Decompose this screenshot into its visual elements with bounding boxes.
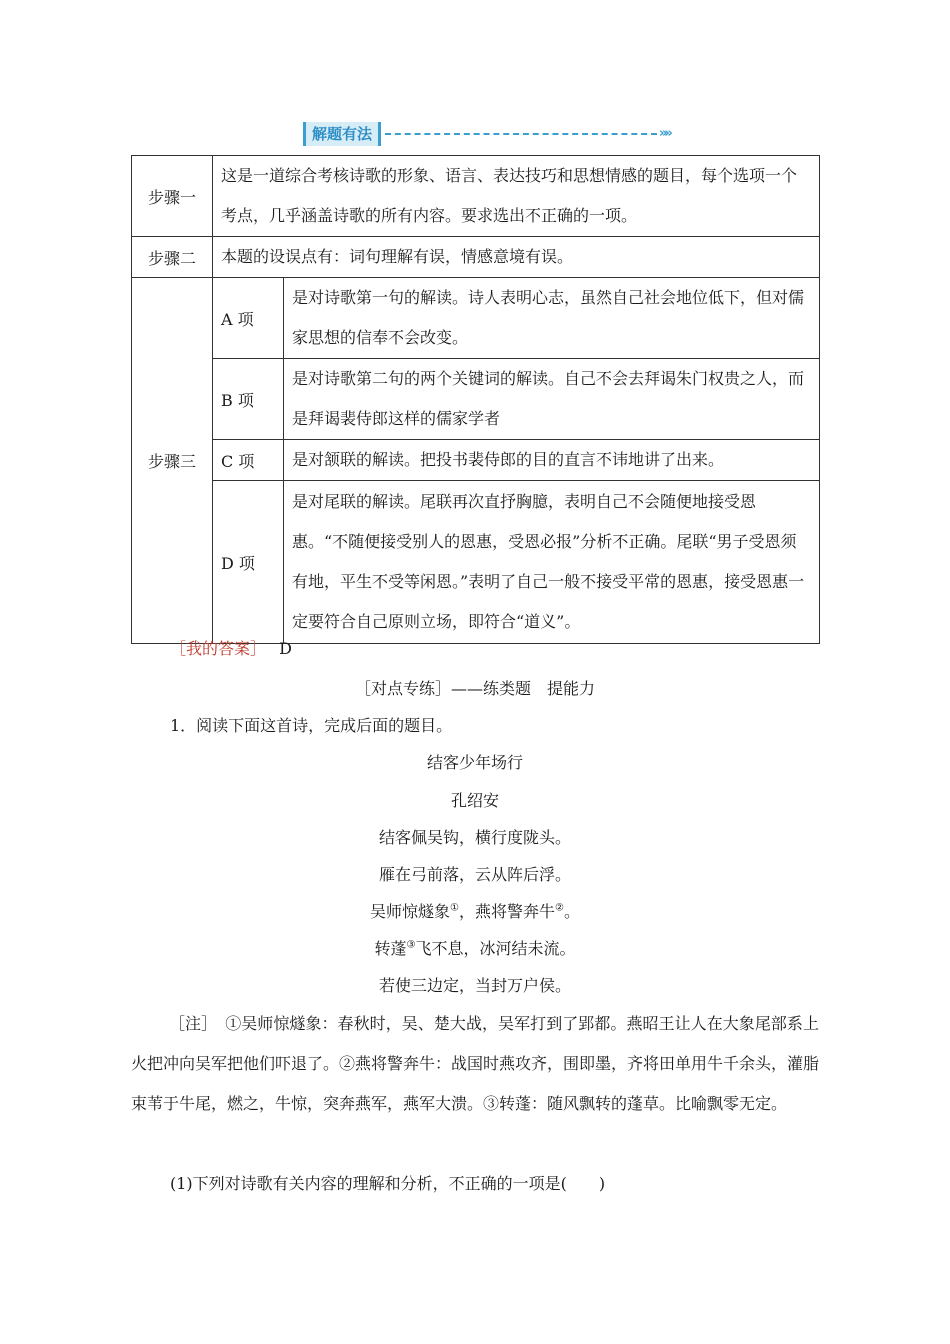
footnote-ref-2: ② (555, 902, 564, 914)
poem-line-4-part-a: 转蓬 (374, 939, 407, 958)
my-answer (170, 636, 292, 659)
section-header (303, 122, 688, 146)
option-d-text: 是对尾联的解读。尾联再次直抒胸臆，表明自己不会随便地接受恩惠。“不随便接受别人的恩惠，受恩必报”分析不正确。尾联“男子受恩须有地，平生不受等闲恩。”表明了自己一般不接受平常的恩惠，接受恩惠一定要符合自己原则立场，即符合“道义”。 (284, 481, 820, 644)
poem-notes: ［注］ ①吴师惊燧象：春秋时，吴、楚大战，吴军打到了郢都。燕昭王让人在大象尾部系上火把冲向吴军把他们吓退了。②燕将警奔牛：战国时燕攻齐，围即墨，齐将田单用牛千余头，灌脂束苇于牛尾，燃之，牛惊，突奔燕军，燕军大溃。③转蓬：随风飘转的蓬草。比喻飘零无定。 (131, 1014, 820, 1113)
footnote-ref-1: ① (450, 902, 459, 914)
option-d-label: D 项 (213, 481, 284, 644)
double-chevron-right-icon: »» (659, 126, 670, 141)
section-header-title: 解题有法 (303, 122, 381, 146)
table-row-step1 (132, 156, 820, 237)
question-intro: 1．阅读下面这首诗，完成后面的题目。 (170, 716, 453, 735)
step1-text: 这是一道综合考核诗歌的形象、语言、表达技巧和思想情感的题目，每个选项一个考点，几乎涵盖诗歌的所有内容。要求选出不正确的一项。 (213, 156, 820, 237)
option-b-label: B 项 (213, 359, 284, 440)
poem-line-3 (131, 899, 819, 922)
my-answer-value: D (279, 639, 292, 658)
step2-label: 步骤二 (132, 237, 213, 278)
option-c-text: 是对颔联的解读。把投书裴侍郎的目的直言不讳地讲了出来。 (284, 440, 820, 481)
poem-line-3-part-b: ，燕将警奔牛 (458, 902, 555, 921)
practice-title: ［对点专练］——练类题 提能力 (354, 679, 595, 698)
footnote-ref-3: ③ (406, 939, 416, 951)
poem-line-3-part-c: 。 (563, 902, 580, 921)
option-b-text: 是对诗歌第二句的两个关键词的解读。自己不会去拜谒朱门权贵之人，而是拜谒裴侍郎这样的儒家学者 (284, 359, 820, 440)
step1-label: 步骤一 (132, 156, 213, 237)
poem-author: 孔绍安 (450, 791, 499, 810)
table-row-option-b (132, 359, 820, 440)
poem-line-3-part-a: 吴师惊燧象 (370, 902, 451, 921)
poem-line-5: 若使三边定，当封万户侯。 (378, 976, 571, 995)
option-a-text: 是对诗歌第一句的解读。诗人表明心志，虽然自己社会地位低下，但对儒家思想的信奉不会改变。 (284, 278, 820, 359)
solution-steps-table (131, 155, 820, 644)
sub-question-1: (1)下列对诗歌有关内容的理解和分析，不正确的一项是( ) (170, 1174, 606, 1193)
my-answer-label: ［我的答案］ (170, 639, 267, 658)
poem-line-1: 结客佩吴钩，横行度陇头。 (378, 828, 571, 847)
option-c-label: C 项 (213, 440, 284, 481)
option-a-label: A 项 (213, 278, 284, 359)
poem-line-2: 雁在弓前落，云从阵后浮。 (378, 865, 571, 884)
table-row-step2 (132, 237, 820, 278)
table-row-option-d (132, 481, 820, 644)
poem-line-4 (131, 936, 819, 959)
section-header-divider (385, 133, 657, 135)
table-row-option-a (132, 278, 820, 359)
poem-line-4-part-b: 飞不息，冰河结未流。 (415, 939, 576, 958)
table-row-option-c (132, 440, 820, 481)
poem-title: 结客少年场行 (426, 753, 523, 772)
step2-text: 本题的设误点有：词句理解有误，情感意境有误。 (213, 237, 820, 278)
step3-label: 步骤三 (132, 278, 213, 644)
